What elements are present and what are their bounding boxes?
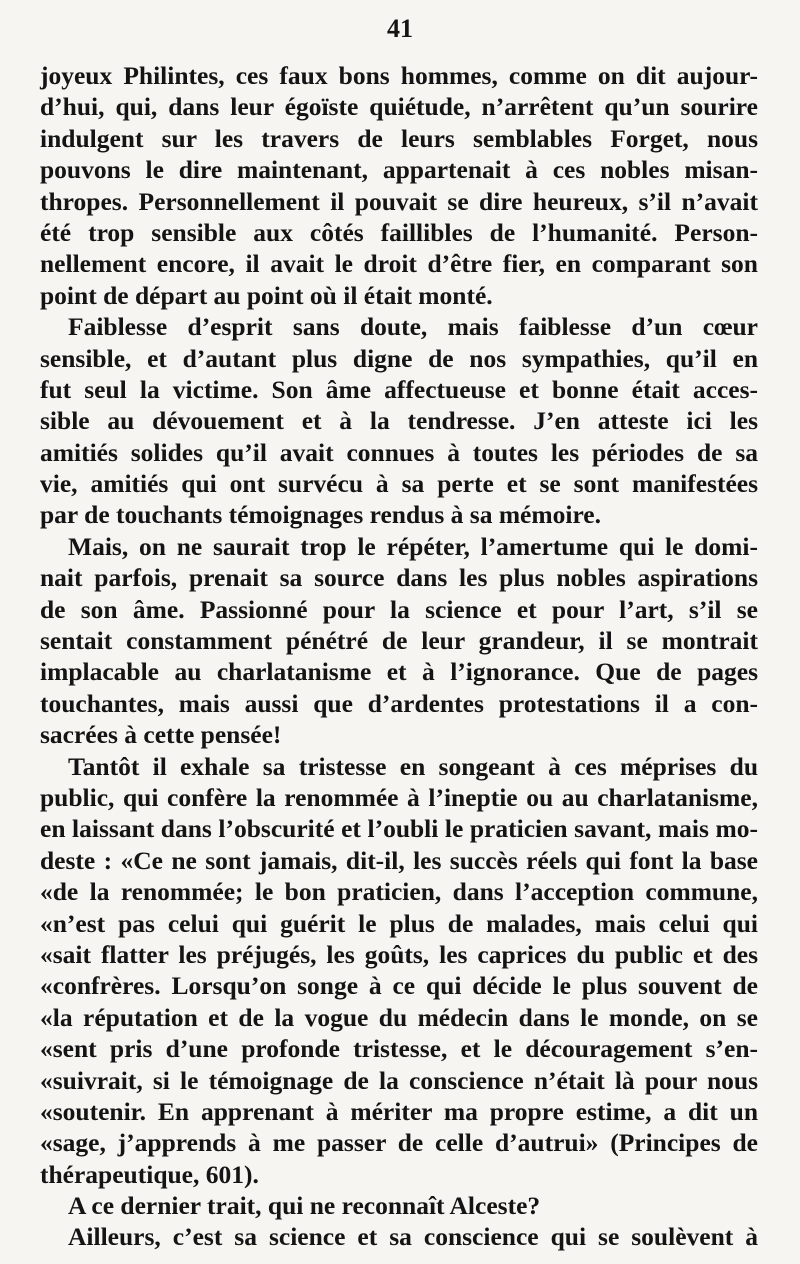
text-line: Mais, on ne saurait trop le répéter, l’amertume qui le domi- [68,531,758,561]
text-line: par de touchants témoignages rendus à sa mémoire. [40,500,601,530]
text-line: «sage, j’apprends à me passer de celle d’autrui» (Principes de [40,1128,758,1158]
text-line: été trop sensible aux côtés faillibles de l’humanité. Person- [40,217,758,247]
text-line: thropes. Personnellement il pouvait se dire heureux, s’il n’avait [40,186,758,216]
text-line: «confrères. Lorsqu’on songe à ce qui décide le plus souvent de [40,971,758,1001]
text-line: sentait constamment pénétré de leur grandeur, il se montrait [40,626,758,656]
text-line: Ailleurs, c’est sa science et sa conscience qui se soulèvent à [68,1222,758,1252]
text-line: «sent pris d’une profonde tristesse, et le découragement s’en- [40,1034,758,1064]
text-line: Faiblesse d’esprit sans doute, mais faiblesse d’un cœur [68,312,758,342]
text-line: fut seul la victime. Son âme affectueuse et bonne était acces- [40,374,758,404]
text-line: de son âme. Passionné pour la science et pour l’art, s’il se [40,594,758,624]
text-line: implacable au charlatanisme et à l’ignorance. Que de pages [40,657,758,687]
text-line: en laissant dans l’obscurité et l’oubli le praticien savant, mais mo- [40,814,758,844]
text-line: deste : «Ce ne sont jamais, dit-il, les succès réels qui font la base [40,845,758,875]
text-line: «suivrait, si le témoignage de la conscience n’était là pour nous [40,1065,758,1095]
text-line: Tantôt il exhale sa tristesse en songeant à ces méprises du [68,751,758,781]
text-line: «sait flatter les préjugés, les goûts, les caprices du public et des [40,939,758,969]
text-line: sible au dévouement et à la tendresse. J’en atteste ici les [40,406,758,436]
text-line: sensible, et d’autant plus digne de nos sympathies, qu’il en [40,343,758,373]
text-line: A ce dernier trait, qui ne reconnaît Alceste? [68,1191,541,1221]
text-line: public, qui confère la renommée à l’ineptie ou au charlatanisme, [40,782,758,812]
text-line: amitiés solides qu’il avait connues à toutes les périodes de sa [40,437,758,467]
text-line: «n’est pas celui qui guérit le plus de malades, mais celui qui [40,908,758,938]
text-line: joyeux Philintes, ces faux bons hommes, comme on dit aujour- [40,61,758,90]
text-line: «soutenir. En apprenant à mériter ma propre estime, a dit un [40,1096,758,1126]
text-line: sacrées à cette pensée! [40,720,282,750]
text-line: thérapeutique, 601). [40,1159,259,1189]
text-line: touchantes, mais aussi que d’ardentes protestations il a con- [40,688,758,718]
text-line: point de départ au point où il était monté. [40,280,493,310]
page-number: 41 [387,14,413,43]
body-text [40,60,758,1253]
text-line: vie, amitiés qui ont survécu à sa perte et se sont manifestées [40,469,758,499]
text-line: «la réputation et de la vogue du médecin dans le monde, on se [40,1002,758,1032]
text-line: nait parfois, prenait sa source dans les plus nobles aspirations [40,563,758,593]
text-line: nellement encore, il avait le droit d’être fier, en comparant son [40,249,758,279]
text-line: «de la renommée; le bon praticien, dans l’acception commune, [40,877,758,907]
text-line: d’hui, qui, dans leur égoïste quiétude, n’arrêtent qu’un sourire [40,92,758,122]
text-line: indulgent sur les travers de leurs semblables Forget, nous [40,123,758,153]
text-line: pouvons le dire maintenant, appartenait à ces nobles misan- [40,155,758,185]
